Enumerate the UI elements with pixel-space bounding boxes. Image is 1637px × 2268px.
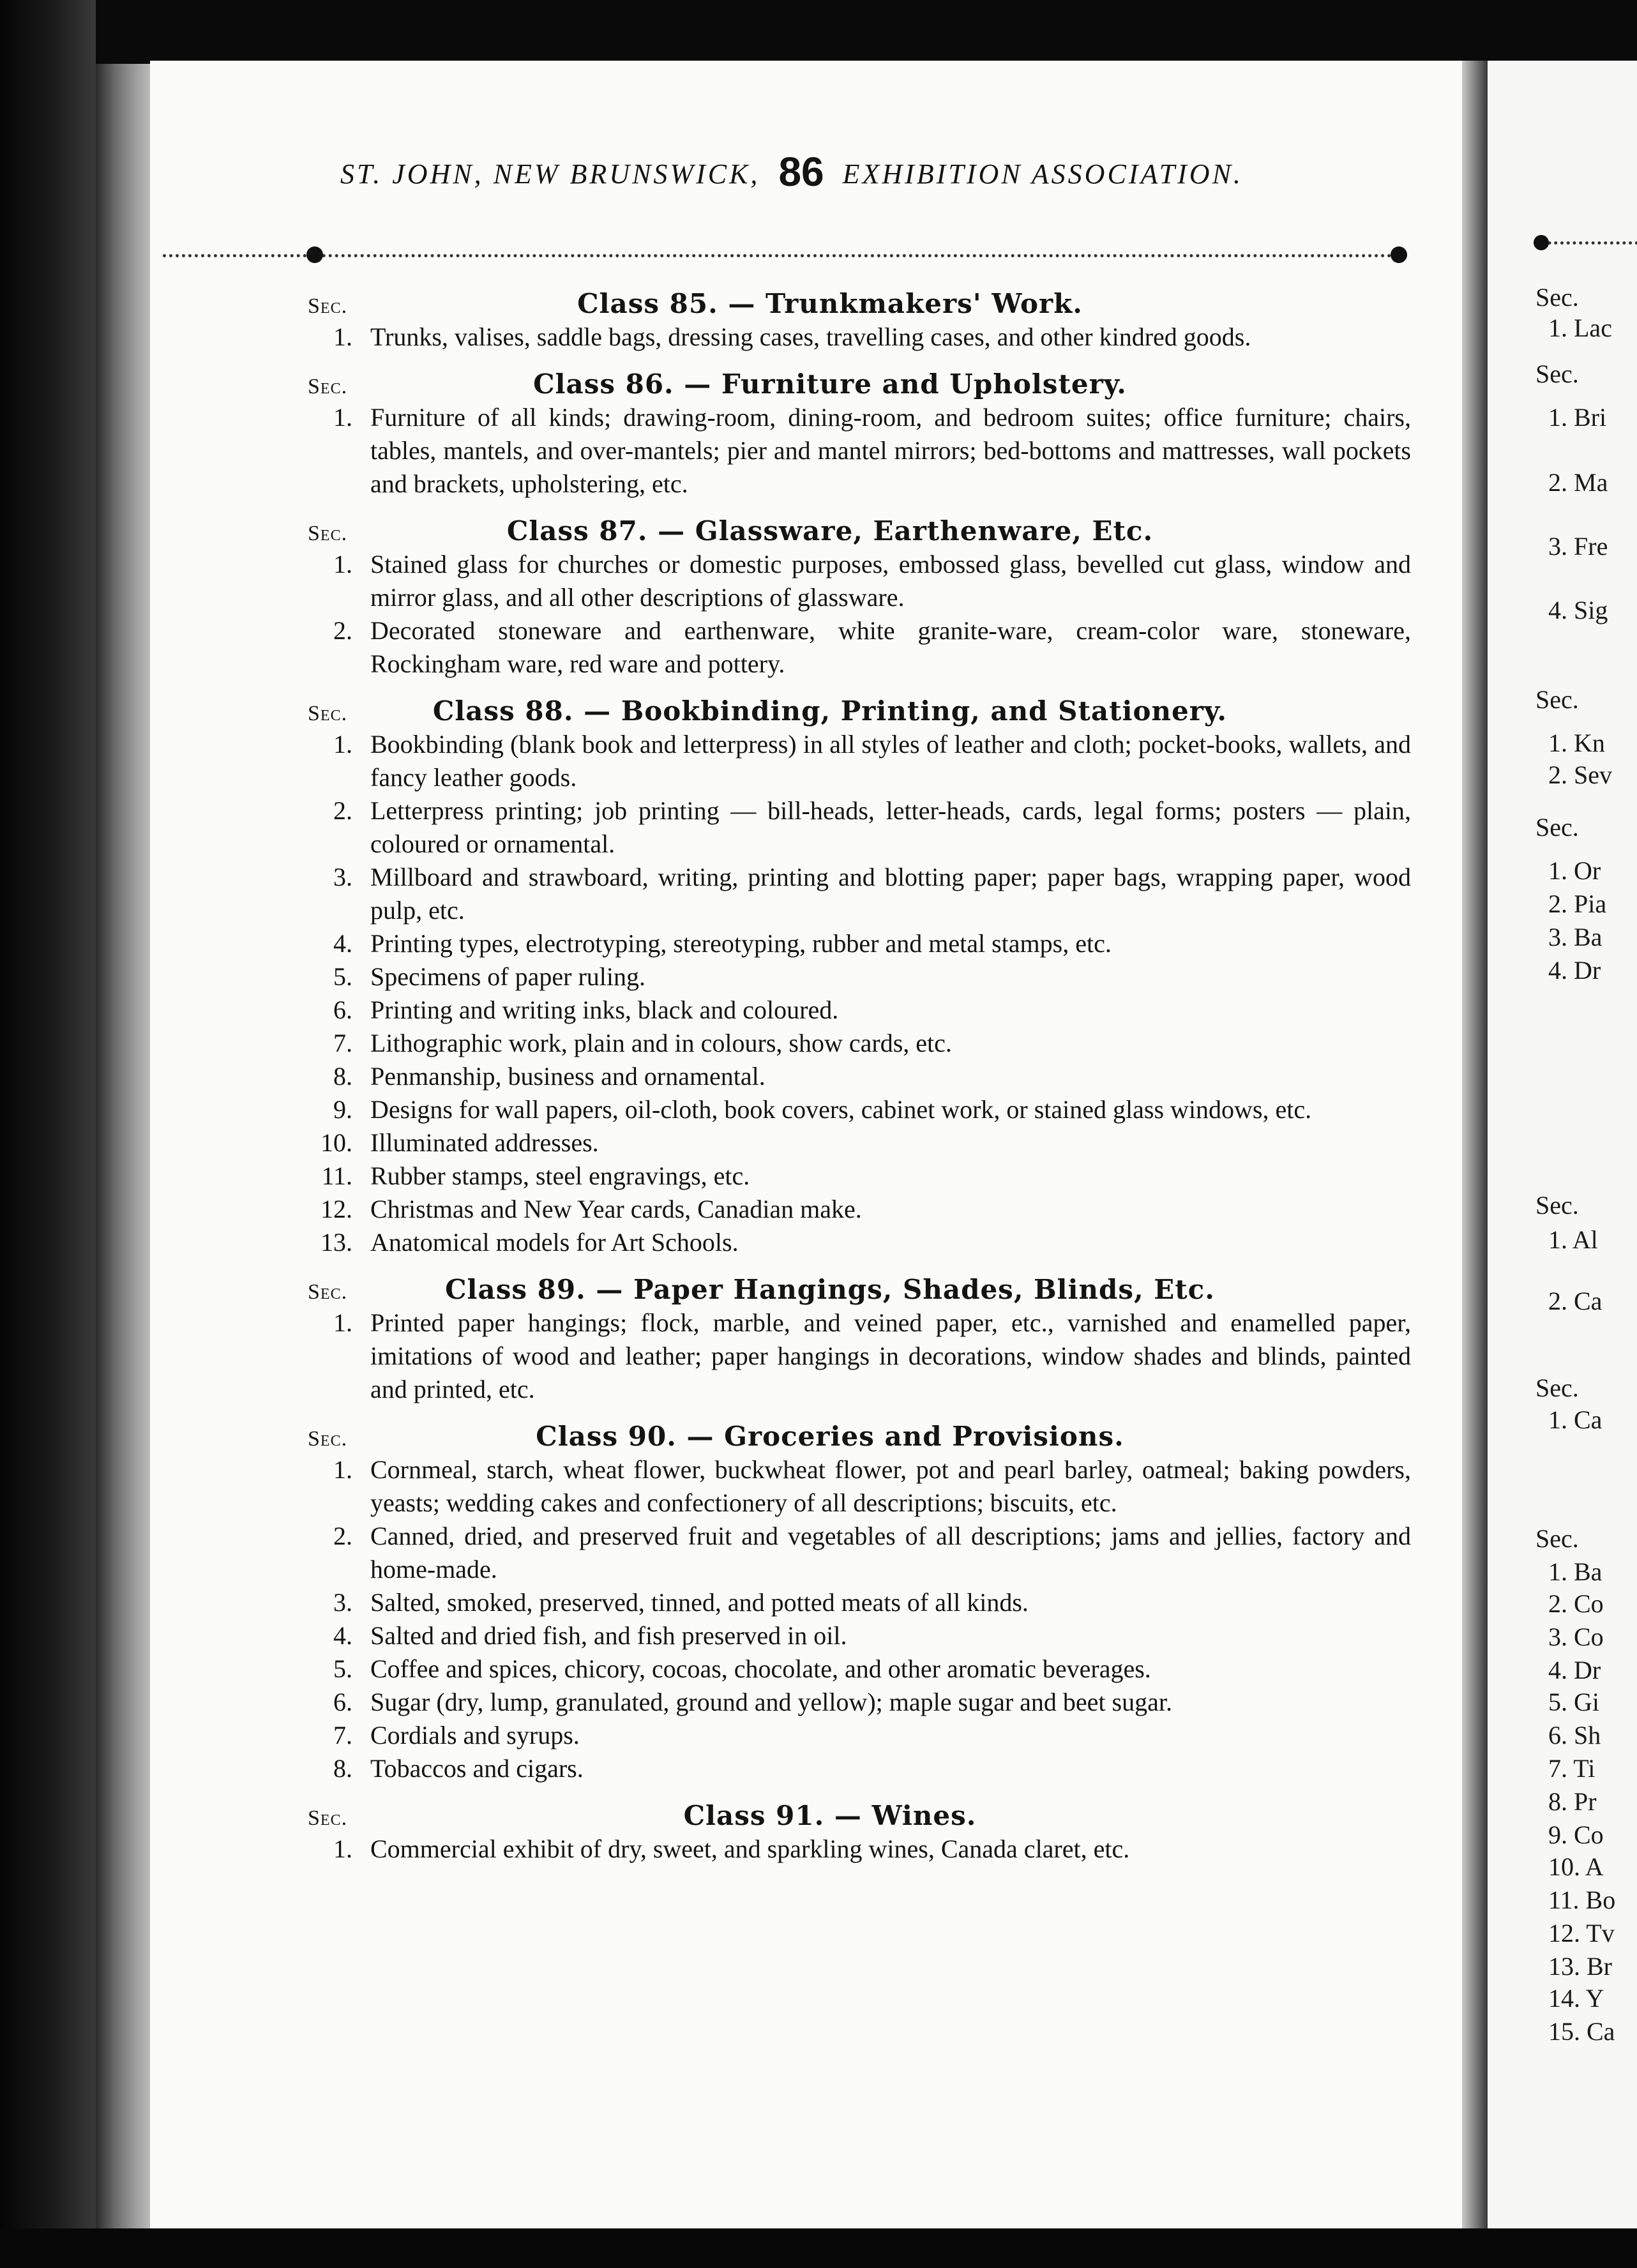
facing-sec-label: Sec.	[1535, 1191, 1579, 1220]
list-item	[160, 1586, 1411, 1619]
item-text: Bookbinding (blank book and letterpress) in all styles of leather and cloth; pocket-books, wallets, and fancy leather goods.	[370, 730, 1411, 792]
item-text: Millboard and strawboard, writing, printing and blotting paper; paper bags, wrapping paper, wood pulp, etc.	[370, 863, 1411, 925]
facing-fragment-line: 4. Dr	[1548, 956, 1601, 985]
class-heading	[160, 1273, 1424, 1306]
class-heading	[160, 287, 1424, 321]
class-title: Class 87. — Glassware, Earthenware, Etc.	[506, 515, 1154, 547]
facing-fragment-line: 1. Or	[1548, 856, 1601, 885]
facing-sec-label: Sec.	[1535, 685, 1579, 714]
item-text: Cornmeal, starch, wheat flower, buckwheat flower, pot and pearl barley, oatmeal; baking powders, yeasts; wedding cakes and confectionery of all descriptions; biscuits, etc.	[370, 1455, 1411, 1517]
item-text: Stained glass for churches or domestic purposes, embossed glass, bevelled cut glass, window and mirror glass, and all other descriptions of glassware.	[370, 550, 1411, 612]
item-text: Rubber stamps, steel engravings, etc.	[370, 1161, 750, 1190]
running-head-left: ST. JOHN, NEW BRUNSWICK,	[340, 158, 760, 190]
item-number: 2.	[333, 1522, 352, 1550]
item-number: 1.	[333, 322, 352, 351]
page-number: 86	[778, 149, 824, 195]
class-heading	[160, 515, 1424, 548]
item-number: 12.	[321, 1195, 352, 1223]
list-item	[160, 1060, 1411, 1093]
class-title: Class 88. — Bookbinding, Printing, and Stationery.	[432, 695, 1228, 727]
item-number: 4.	[333, 1621, 352, 1650]
class-title: Class 86. — Furniture and Upholstery.	[533, 368, 1127, 400]
list-item	[160, 548, 1411, 614]
facing-sec-label: Sec.	[1535, 813, 1579, 842]
item-text: Printed paper hangings; flock, marble, and veined paper, etc., varnished and enamelled paper, imitations of wood and leather; paper hangings in decorations, window shades and blinds, painted and printed, etc.	[370, 1308, 1411, 1403]
facing-fragment-line: 5. Gi	[1548, 1688, 1599, 1716]
item-number: 6.	[333, 995, 352, 1024]
facing-fragment-line: 8. Pr	[1548, 1787, 1597, 1816]
list-item	[160, 614, 1411, 681]
facing-page-rule	[1535, 241, 1637, 245]
facing-fragment-line: 9. Co	[1548, 1820, 1604, 1849]
facing-fragment-line: 1. Ba	[1548, 1557, 1603, 1586]
header-dotted-rule	[163, 254, 1392, 257]
item-text: Salted, smoked, preserved, tinned, and potted meats of all kinds.	[370, 1588, 1029, 1617]
class-heading	[160, 1420, 1424, 1453]
item-number: 8.	[333, 1754, 352, 1783]
item-text: Printing types, electrotyping, stereotyping, rubber and metal stamps, etc.	[370, 929, 1112, 958]
list-item	[160, 1686, 1411, 1719]
list-item	[160, 1226, 1411, 1259]
item-text: Christmas and New Year cards, Canadian make.	[370, 1195, 862, 1223]
item-number: 1.	[333, 550, 352, 578]
rule-dot-right	[1391, 246, 1407, 263]
list-item	[160, 1027, 1411, 1060]
class-title: Class 91. — Wines.	[683, 1800, 977, 1831]
facing-fragment-line: 2. Ca	[1548, 1287, 1603, 1315]
item-number: 2.	[333, 616, 352, 645]
item-number: 4.	[333, 929, 352, 958]
item-text: Specimens of paper ruling.	[370, 962, 645, 991]
facing-fragment-line: 10. A	[1548, 1852, 1604, 1881]
list-item	[160, 794, 1411, 861]
facing-fragment-line: 15. Ca	[1548, 2017, 1615, 2046]
list-item	[160, 1752, 1411, 1785]
facing-fragment-line: 6. Sh	[1548, 1721, 1601, 1750]
item-text: Printing and writing inks, black and coloured.	[370, 995, 839, 1024]
rule-dot-left	[306, 246, 323, 263]
facing-fragment-line: 1. Ca	[1548, 1405, 1603, 1434]
item-text: Commercial exhibit of dry, sweet, and sparkling wines, Canada claret, etc.	[370, 1834, 1130, 1863]
facing-page-rule-dot	[1534, 235, 1549, 250]
class-title: Class 90. — Groceries and Provisions.	[536, 1421, 1124, 1452]
facing-fragment-line: 12. Tv	[1548, 1919, 1615, 1947]
facing-fragment-line: 14. Y	[1548, 1984, 1604, 2013]
sec-label: Sec.	[308, 294, 348, 318]
class-title: Class 89. — Paper Hangings, Shades, Blinds, Etc.	[445, 1274, 1215, 1305]
facing-fragment-line: 3. Co	[1548, 1622, 1604, 1651]
item-text: Salted and dried fish, and fish preserved in oil.	[370, 1621, 847, 1650]
facing-fragment-line: 1. Lac	[1548, 314, 1612, 342]
facing-fragment-line: 1. Kn	[1548, 729, 1605, 757]
list-item	[160, 1126, 1411, 1160]
facing-fragment-line: 2. Ma	[1548, 468, 1608, 497]
list-item	[160, 1833, 1411, 1866]
item-text: Illuminated addresses.	[370, 1128, 599, 1157]
item-text: Trunks, valises, saddle bags, dressing cases, travelling cases, and other kindred goods.	[370, 322, 1251, 351]
item-number: 1.	[333, 1834, 352, 1863]
item-number: 1.	[333, 403, 352, 432]
facing-fragment-line: 7. Ti	[1548, 1754, 1596, 1783]
list-item	[160, 994, 1411, 1027]
item-number: 8.	[333, 1062, 352, 1091]
sec-label: Sec.	[308, 1280, 348, 1304]
scan-background-bottom	[0, 2228, 1637, 2268]
item-text: Furniture of all kinds; drawing-room, dining-room, and bedroom suites; office furniture; chairs, tables, mantels, and over-mantels; pier and mantel mirrors; bed-bottoms and mattresses, wall pockets and brackets, upholstering, etc.	[370, 403, 1411, 498]
facing-fragment-line: 4. Dr	[1548, 1656, 1601, 1684]
item-number: 10.	[321, 1128, 352, 1157]
item-number: 7.	[333, 1721, 352, 1750]
item-number: 5.	[333, 962, 352, 991]
item-number: 13.	[321, 1228, 352, 1257]
facing-fragment-line: 1. Al	[1548, 1225, 1598, 1254]
item-number: 3.	[333, 863, 352, 891]
class-heading	[160, 1799, 1424, 1833]
list-item	[160, 728, 1411, 794]
facing-fragment-line: 3. Fre	[1548, 532, 1608, 561]
list-item	[160, 1453, 1411, 1520]
item-text: Lithographic work, plain and in colours, show cards, etc.	[370, 1029, 952, 1057]
list-item	[160, 321, 1411, 354]
main-content	[160, 281, 1424, 1873]
facing-fragment-line: 2. Pia	[1548, 889, 1607, 918]
facing-fragment-line: 1. Bri	[1548, 403, 1607, 432]
sec-label: Sec.	[308, 375, 348, 398]
item-number: 11.	[321, 1161, 352, 1190]
running-head-right: EXHIBITION ASSOCIATION.	[842, 158, 1243, 190]
list-item	[160, 1093, 1411, 1126]
list-item	[160, 1719, 1411, 1752]
facing-sec-label: Sec.	[1535, 359, 1579, 388]
sec-label: Sec.	[308, 702, 348, 725]
list-item	[160, 1306, 1411, 1406]
list-item	[160, 1652, 1411, 1686]
facing-fragment-line: 11. Bo	[1548, 1886, 1616, 1914]
item-number: 6.	[333, 1688, 352, 1716]
item-text: Decorated stoneware and earthenware, white granite-ware, cream-color ware, stoneware, Rockingham ware, red ware and pottery.	[370, 616, 1411, 678]
item-number: 3.	[333, 1588, 352, 1617]
facing-fragment-line: 2. Sev	[1548, 760, 1612, 789]
facing-fragment-line: 13. Br	[1548, 1952, 1612, 1981]
item-text: Letterpress printing; job printing — bill-heads, letter-heads, cards, legal forms; posters — plain, coloured or ornamental.	[370, 796, 1411, 858]
facing-sec-label: Sec.	[1535, 283, 1579, 312]
item-text: Penmanship, business and ornamental.	[370, 1062, 766, 1091]
item-text: Tobaccos and cigars.	[370, 1754, 584, 1783]
item-number: 1.	[333, 1455, 352, 1484]
class-heading	[160, 695, 1424, 728]
class-heading	[160, 368, 1424, 401]
list-item	[160, 1619, 1411, 1652]
item-number: 9.	[333, 1095, 352, 1124]
item-number: 7.	[333, 1029, 352, 1057]
item-text: Sugar (dry, lump, granulated, ground and yellow); maple sugar and beet sugar.	[370, 1688, 1172, 1716]
list-item	[160, 1520, 1411, 1586]
item-text: Coffee and spices, chicory, cocoas, chocolate, and other aromatic beverages.	[370, 1654, 1151, 1683]
facing-fragment-line: 3. Ba	[1548, 923, 1603, 951]
list-item	[160, 960, 1411, 994]
facing-sec-label: Sec.	[1535, 1373, 1579, 1402]
list-item	[160, 401, 1411, 501]
sec-label: Sec.	[308, 522, 348, 545]
list-item	[160, 927, 1411, 960]
item-text: Canned, dried, and preserved fruit and vegetables of all descriptions; jams and jellies, factory and home-made.	[370, 1522, 1411, 1584]
facing-fragment-line: 2. Co	[1548, 1589, 1604, 1618]
facing-fragment-line: 4. Sig	[1548, 596, 1608, 624]
list-item	[160, 1193, 1411, 1226]
list-item	[160, 861, 1411, 927]
list-item	[160, 1160, 1411, 1193]
sec-label: Sec.	[308, 1806, 348, 1830]
item-text: Cordials and syrups.	[370, 1721, 580, 1750]
facing-sec-label: Sec.	[1535, 1524, 1579, 1553]
item-number: 1.	[333, 1308, 352, 1337]
sec-label: Sec.	[308, 1427, 348, 1451]
item-text: Designs for wall papers, oil-cloth, book covers, cabinet work, or stained glass windows, etc.	[370, 1095, 1312, 1124]
item-text: Anatomical models for Art Schools.	[370, 1228, 739, 1257]
running-head	[160, 148, 1424, 195]
item-number: 2.	[333, 796, 352, 825]
class-title: Class 85. — Trunkmakers' Work.	[577, 288, 1083, 319]
item-number: 1.	[333, 730, 352, 759]
scan-background-left	[0, 0, 96, 2268]
item-number: 5.	[333, 1654, 352, 1683]
